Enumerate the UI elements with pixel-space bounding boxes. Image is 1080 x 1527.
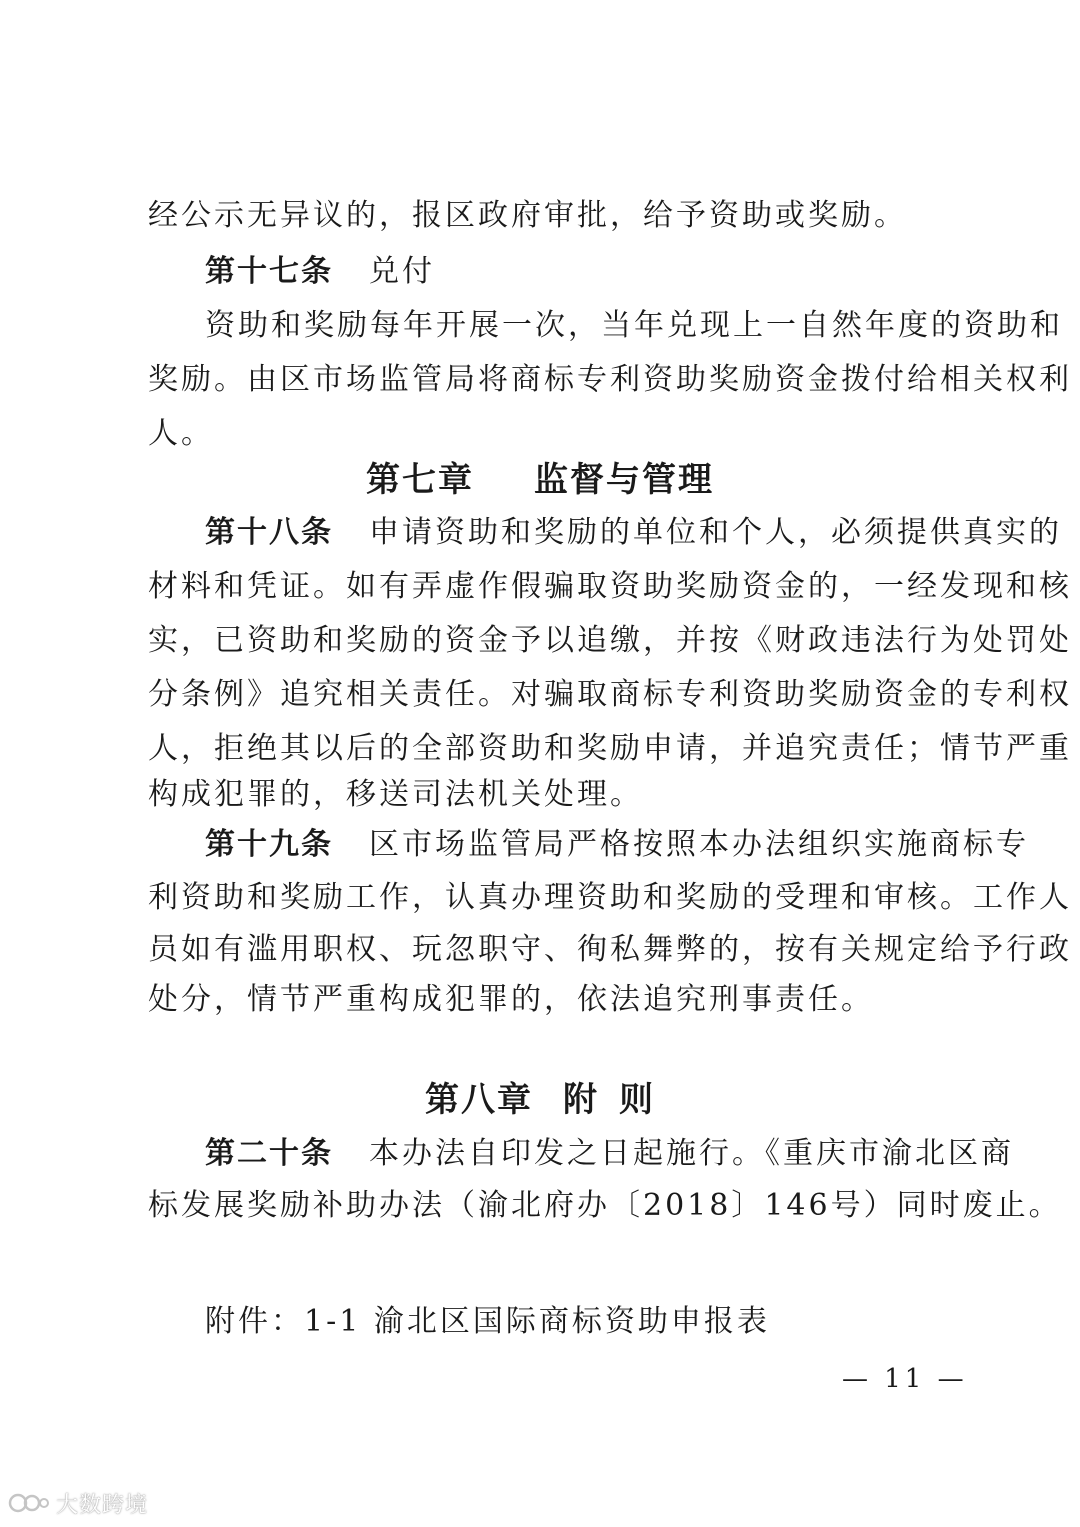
text-line: 处分，情节严重构成犯罪的，依法追究刑事责任。 [148, 982, 874, 1017]
chapter-title: 监督与管理 [534, 460, 714, 500]
article-18-first-line [205, 513, 1062, 553]
text-line: 人。 [148, 416, 214, 451]
text-line: 利资助和奖励工作，认真办理资助和奖励的受理和审核。工作人 [148, 880, 1072, 915]
text-line: 实，已资助和奖励的资金予以追缴，并按《财政违法行为处罚处 [148, 623, 1072, 658]
article-17-heading [205, 252, 948, 292]
chapter-title-part: 则 [619, 1080, 655, 1120]
article-text: 申请资助和奖励的单位和个人，必须提供真实的 [369, 515, 1062, 550]
page-number: — 11 — [842, 1364, 968, 1394]
article-20-first-line [205, 1134, 1014, 1174]
text-line: 奖励。由区市场监管局将商标专利资助奖励资金拨付给相关权利 [148, 362, 1072, 397]
text-line: 员如有滥用职权、玩忽职守、徇私舞弊的，按有关规定给予行政 [148, 932, 1072, 967]
article-label: 第二十条 [205, 1136, 333, 1171]
watermark [8, 1488, 148, 1518]
text-line: 标发展奖励补助办法（渝北府办〔2018〕146号）同时废止。 [148, 1188, 1062, 1223]
text-line: 材料和凭证。如有弄虚作假骗取资助奖励资金的，一经发现和核 [148, 569, 1072, 604]
chapter-7-heading [0, 458, 1080, 502]
attachment-line: 附件：1-1 渝北区国际商标资助申报表 [205, 1304, 770, 1339]
chapter-title-part: 附 [563, 1080, 599, 1120]
chapter-8-heading [0, 1078, 1080, 1122]
text-line: 构成犯罪的，移送司法机关处理。 [148, 777, 643, 812]
chapter-number: 第八章 [425, 1080, 533, 1120]
text-line: 经公示无异议的，报区政府审批，给予资助或奖励。 [148, 198, 907, 233]
watermark-text: 大数跨境 [56, 1492, 149, 1518]
article-19-first-line [205, 825, 1029, 865]
watermark-logo-icon [8, 1490, 50, 1516]
article-text: 本办法自印发之日起施行。《重庆市渝北区商 [369, 1136, 1014, 1171]
article-label: 第十九条 [205, 827, 333, 862]
chapter-number: 第七章 [366, 460, 474, 500]
text-line: 资助和奖励每年开展一次，当年兑现上一自然年度的资助和 [205, 308, 1063, 343]
text-line: 分条例》追究相关责任。对骗取商标专利资助奖励资金的专利权 [148, 677, 1072, 712]
text-line: 人，拒绝其以后的全部资助和奖励申请，并追究责任；情节严重 [148, 731, 1072, 766]
article-label: 第十七条 [205, 254, 333, 289]
article-text: 区市场监管局严格按照本办法组织实施商标专 [369, 827, 1029, 862]
article-title: 兑付 [369, 254, 435, 289]
article-label: 第十八条 [205, 515, 333, 550]
